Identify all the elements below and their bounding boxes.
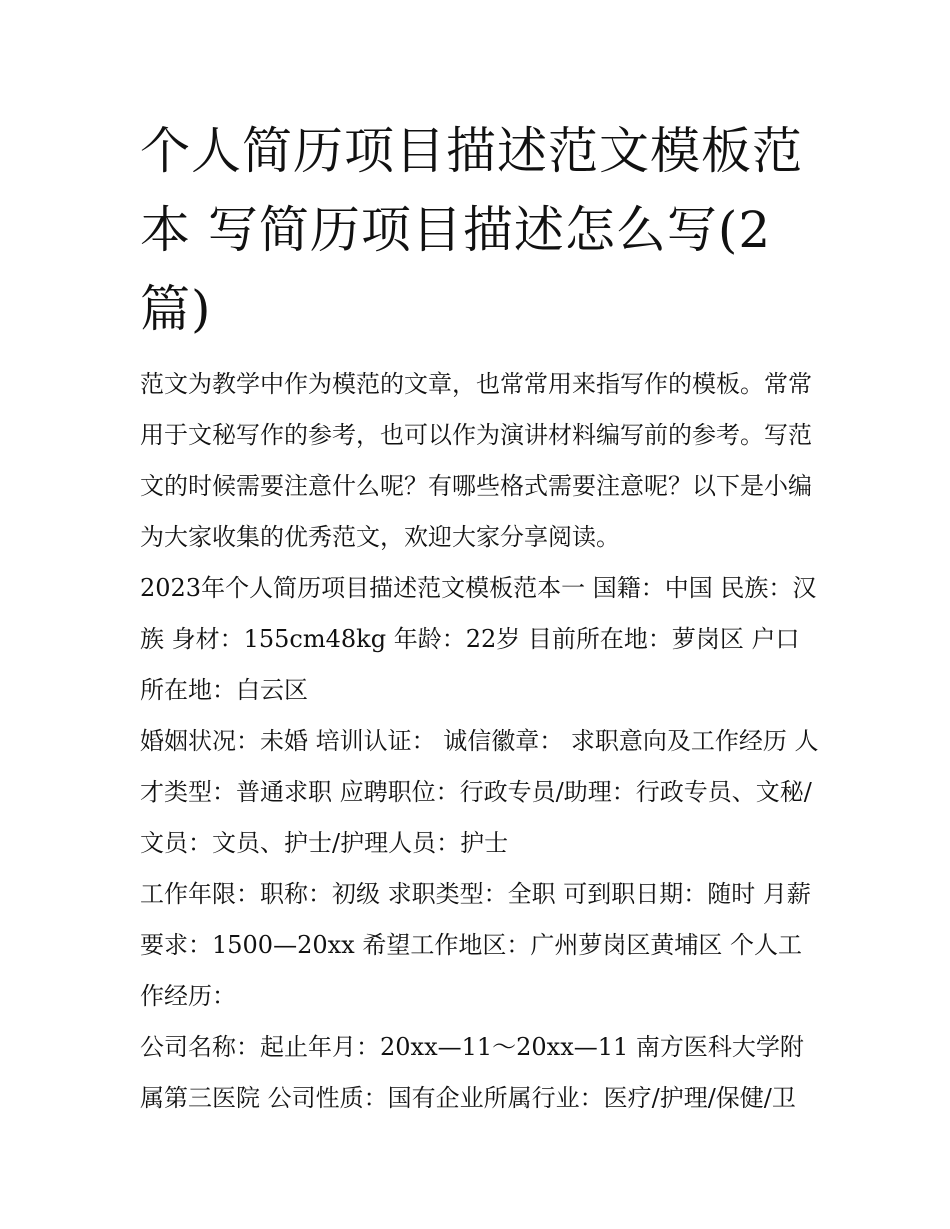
job-intention-paragraph: 婚姻状况：未婚 培训认证： 诚信徽章： 求职意向及工作经历 人才类型：普通求职 应聘职位：行政专员/助理：行政专员、文秘/文员：文员、护士/护理人员：护士 bbox=[140, 727, 819, 857]
document-page bbox=[140, 112, 820, 1124]
personal-info-paragraph: 2023年个人简历项目描述范文模板范本一 国籍：中国 民族：汉族 身材：155cm48kg 年龄：22岁 目前所在地：萝岗区 户口所在地：白云区 bbox=[140, 574, 817, 704]
document-title: 个人简历项目描述范文模板范本 写简历项目描述怎么写(2篇) bbox=[140, 122, 803, 338]
company-info-paragraph: 公司名称：起止年月：20xx—11～20xx—11 南方医科大学附属第三医院 公司性质：国有企业所属行业：医疗/护理/保健/卫 bbox=[140, 1033, 804, 1112]
work-requirements-paragraph: 工作年限：职称：初级 求职类型：全职 可到职日期：随时 月薪要求：1500—20xx 希望工作地区：广州萝岗区黄埔区 个人工作经历： bbox=[140, 880, 811, 1010]
intro-paragraph: 范文为教学中作为模范的文章，也常常用来指写作的模板。常常用于文秘写作的参考，也可以作为演讲材料编写前的参考。写范文的时候需要注意什么呢？有哪些格式需要注意呢？以下是小编为大家收集的优秀范文，欢迎大家分享阅读。 bbox=[140, 370, 812, 551]
